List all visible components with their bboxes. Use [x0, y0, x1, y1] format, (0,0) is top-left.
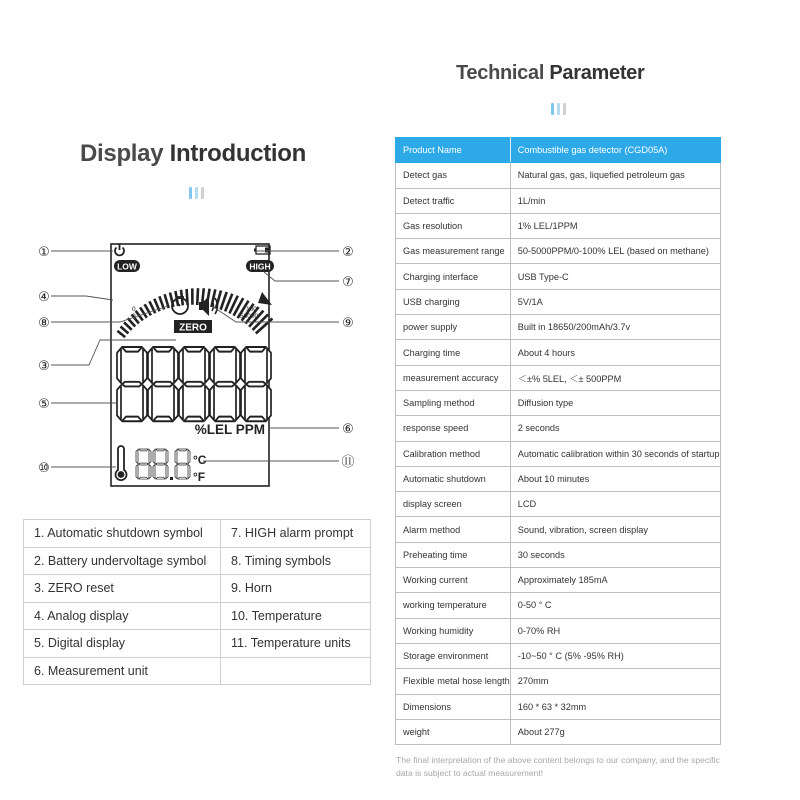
param-cell: Preheating time: [396, 542, 511, 567]
title-decoration-bars: [189, 187, 204, 199]
technical-parameter-table: [395, 137, 721, 745]
table-row: [396, 568, 721, 593]
battery-icon: [254, 246, 270, 254]
scale-min-bottom: 0: [132, 313, 136, 320]
table-row: [396, 390, 721, 415]
title-word-1: Technical: [456, 62, 545, 84]
table-row: [396, 492, 721, 517]
table-row: [396, 163, 721, 188]
param-cell: Detect traffic: [396, 188, 511, 213]
thermometer-icon: [116, 446, 127, 480]
table-row: [396, 315, 721, 340]
header-value-cell: Combustible gas detector (CGD05A): [510, 138, 720, 163]
legend-cell: 2. Battery undervoltage symbol: [24, 547, 221, 575]
param-cell: display screen: [396, 492, 511, 517]
callout-7: ⑦: [342, 275, 354, 290]
param-cell: Automatic shutdown: [396, 466, 511, 491]
param-cell: Alarm method: [396, 517, 511, 542]
table-row: [396, 517, 721, 542]
value-cell: Approximately 185mA: [510, 568, 720, 593]
param-cell: Charging interface: [396, 264, 511, 289]
footnote: The final interpretation of the above content belongs to our company, and the specific data is subject to actual measurement!: [396, 755, 720, 778]
value-cell: 50-5000PPM/0-100% LEL (based on methane): [510, 239, 720, 264]
table-row: [396, 669, 721, 694]
param-cell: Charging time: [396, 340, 511, 365]
spec-table-body: [396, 163, 721, 745]
legend-cell: 8. Timing symbols: [221, 547, 371, 575]
param-cell: working temperature: [396, 593, 511, 618]
legend-cell: 4. Analog display: [24, 602, 221, 630]
table-row: [396, 416, 721, 441]
table-row: [396, 466, 721, 491]
table-row: [24, 630, 371, 658]
gauge-segment: [117, 331, 125, 337]
legend-cell: 11. Temperature units: [221, 630, 371, 658]
param-cell: Detect gas: [396, 163, 511, 188]
table-row: [24, 520, 371, 548]
value-cell: About 4 hours: [510, 340, 720, 365]
callout-3: ③: [38, 359, 50, 374]
param-cell: USB charging: [396, 289, 511, 314]
table-row: [396, 441, 721, 466]
table-row: [396, 213, 721, 238]
low-label: LOW: [117, 261, 137, 272]
table-row: [396, 719, 721, 744]
table-row: [396, 264, 721, 289]
param-cell: Gas measurement range: [396, 239, 511, 264]
callout-2: ②: [342, 245, 354, 260]
param-cell: Working current: [396, 568, 511, 593]
title-word-1: Display: [80, 140, 164, 167]
table-row: [24, 547, 371, 575]
param-cell: power supply: [396, 315, 511, 340]
title-word-2: Parameter: [549, 62, 645, 84]
scale-max-bottom: 50000: [240, 313, 259, 320]
table-row: [24, 575, 371, 603]
legend-cell: [221, 657, 371, 685]
table-row: [396, 593, 721, 618]
scale-min-top: 0: [132, 306, 136, 313]
value-cell: Natural gas, gas, liquefied petroleum gas: [510, 163, 720, 188]
auto-shutdown-icon: [115, 245, 124, 256]
gauge-segment: [124, 322, 132, 330]
high-label: HIGH: [249, 261, 271, 272]
measurement-unit-label: %LEL PPM: [194, 422, 265, 437]
value-cell: -10~50 ° C (5% -95% RH): [510, 643, 720, 668]
gauge-arrow-icon: [258, 292, 272, 305]
legend-cell: 6. Measurement unit: [24, 657, 221, 685]
callout-1: ①: [38, 245, 50, 260]
table-header-row: [396, 138, 721, 163]
zero-badge: [174, 320, 212, 334]
value-cell: 5V/1A: [510, 289, 720, 314]
param-cell: Gas resolution: [396, 213, 511, 238]
lcd-display-diagram: [0, 230, 380, 500]
gauge-segment: [197, 288, 198, 305]
value-cell: About 10 minutes: [510, 466, 720, 491]
callout-5: ⑤: [38, 397, 50, 412]
table-row: [396, 188, 721, 213]
value-cell: 160 * 63 * 32mm: [510, 694, 720, 719]
legend-cell: 1. Automatic shutdown symbol: [24, 520, 221, 548]
table-row: [396, 239, 721, 264]
table-row: [24, 657, 371, 685]
param-cell: measurement accuracy: [396, 365, 511, 390]
digital-display: [117, 347, 271, 421]
param-cell: Storage environment: [396, 643, 511, 668]
param-cell: Working humidity: [396, 618, 511, 643]
low-badge: [114, 260, 140, 272]
fahrenheit-label: °F: [193, 470, 206, 484]
high-badge: [246, 260, 274, 272]
gauge-segment: [121, 327, 129, 334]
value-cell: 0-70% RH: [510, 618, 720, 643]
param-cell: Calibration method: [396, 441, 511, 466]
value-cell: 2 seconds: [510, 416, 720, 441]
value-cell: 30 seconds: [510, 542, 720, 567]
callout-11: ⑪: [341, 455, 355, 470]
value-cell: Diffusion type: [510, 390, 720, 415]
value-cell: Automatic calibration within 30 seconds of startup: [510, 441, 720, 466]
param-cell: Flexible metal hose length: [396, 669, 511, 694]
value-cell: About 277g: [510, 719, 720, 744]
value-cell: ＜±% 5LEL, ＜± 500PPM: [510, 365, 720, 390]
table-row: [396, 643, 721, 668]
header-param-cell: Product Name: [396, 138, 511, 163]
callout-8: ⑧: [38, 316, 50, 331]
display-legend-table: [23, 519, 371, 685]
scale-max-top: 100: [246, 306, 257, 313]
param-cell: weight: [396, 719, 511, 744]
value-cell: 0-50 ° C: [510, 593, 720, 618]
value-cell: Sound, vibration, screen display: [510, 517, 720, 542]
legend-cell: 10. Temperature: [221, 602, 371, 630]
value-cell: Built in 18650/200mAh/3.7v: [510, 315, 720, 340]
zero-label: ZERO: [179, 322, 207, 334]
param-cell: Sampling method: [396, 390, 511, 415]
value-cell: 1% LEL/1PPM: [510, 213, 720, 238]
callout-4: ④: [38, 290, 50, 305]
value-cell: USB Type-C: [510, 264, 720, 289]
title-decoration-bars: [551, 103, 566, 115]
table-row: [396, 618, 721, 643]
param-cell: response speed: [396, 416, 511, 441]
callout-9: ⑨: [342, 316, 354, 331]
table-row: [396, 542, 721, 567]
callout-10: ⑩: [38, 461, 50, 476]
title-word-2: Introduction: [169, 140, 307, 167]
temperature-digits: [136, 449, 190, 480]
value-cell: 1L/min: [510, 188, 720, 213]
table-row: [396, 365, 721, 390]
celsius-label: °C: [193, 453, 207, 467]
display-introduction-title: [80, 140, 306, 168]
table-row: [396, 289, 721, 314]
value-cell: 270mm: [510, 669, 720, 694]
legend-cell: 5. Digital display: [24, 630, 221, 658]
value-cell: LCD: [510, 492, 720, 517]
table-row: [24, 602, 371, 630]
table-row: [396, 694, 721, 719]
legend-cell: 7. HIGH alarm prompt: [221, 520, 371, 548]
technical-parameter-title: [456, 62, 645, 85]
param-cell: Dimensions: [396, 694, 511, 719]
legend-cell: 9. Horn: [221, 575, 371, 603]
callout-6: ⑥: [342, 422, 354, 437]
legend-cell: 3. ZERO reset: [24, 575, 221, 603]
table-row: [396, 340, 721, 365]
